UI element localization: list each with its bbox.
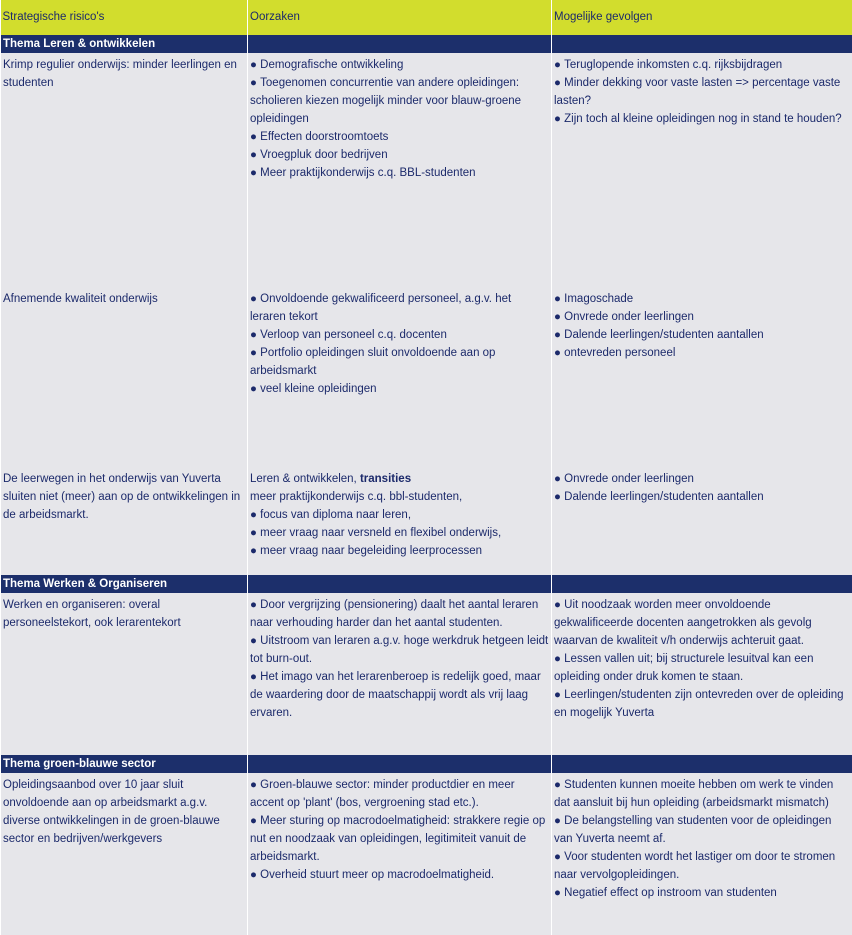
cause-line: meer praktijkonderwijs c.q. bbl-studenten, — [250, 488, 549, 506]
list-item: ● Effecten doorstroomtoets — [250, 128, 549, 146]
risk-cell: Afnemende kwaliteit onderwijs — [1, 287, 248, 467]
list-item: ● veel kleine opleidingen — [250, 380, 549, 398]
list-item: ● Dalende leerlingen/studenten aantallen — [554, 326, 851, 344]
theme-row-leren — [1, 35, 852, 53]
causes-cell — [248, 467, 552, 575]
list-item: ● Dalende leerlingen/studenten aantallen — [554, 488, 851, 506]
list-item: ● Teruglopende inkomsten c.q. rijksbijdragen — [554, 56, 851, 74]
list-item: ● Meer praktijkonderwijs c.q. BBL-studenten — [250, 164, 549, 182]
effects-cell — [552, 467, 852, 575]
list-item: ● Lessen vallen uit; bij structurele lesuitval kan een opleiding onder druk komen te staan. — [554, 650, 851, 686]
table-row — [1, 53, 852, 287]
list-item: ● Uitstroom van leraren a.g.v. hoge werkdruk hetgeen leidt tot burn-out. — [250, 632, 549, 668]
risk-cell: Opleidingsaanbod over 10 jaar sluit onvoldoende aan op arbeidsmarkt a.g.v. diverse ontwikkelingen in de groen-blauwe sector en bedrijven/werkgevers — [1, 773, 248, 935]
effects-cell — [552, 593, 852, 755]
header-effects: Mogelijke gevolgen — [552, 0, 852, 35]
list-item: ● Negatief effect op instroom van studenten — [554, 884, 851, 902]
list-item: ● Voor studenten wordt het lastiger om door te stromen naar vervolgopleidingen. — [554, 848, 851, 884]
causes-cell — [248, 53, 552, 287]
list-item: ● Onvrede onder leerlingen — [554, 470, 851, 488]
list-item: ● Toegenomen concurrentie van andere opleidingen: scholieren kiezen mogelijk minder voor blauw-groene opleidingen — [250, 74, 549, 128]
list-item: ● Verloop van personeel c.q. docenten — [250, 326, 549, 344]
risk-cell: Werken en organiseren: overal personeelstekort, ook lerarentekort — [1, 593, 248, 755]
effects-cell — [552, 773, 852, 935]
table-row — [1, 287, 852, 467]
list-item: ● focus van diploma naar leren, — [250, 506, 549, 524]
list-item: ● Het imago van het lerarenberoep is redelijk goed, maar de waardering door de maatschappij wordt als vrij laag ervaren. — [250, 668, 549, 722]
list-item: ● Demografische ontwikkeling — [250, 56, 549, 74]
effects-cell — [552, 287, 852, 467]
list-item: ● Portfolio opleidingen sluit onvoldoende aan op arbeidsmarkt — [250, 344, 549, 380]
table-row — [1, 467, 852, 575]
causes-cell — [248, 773, 552, 935]
list-item: ● Zijn toch al kleine opleidingen nog in stand te houden? — [554, 110, 851, 128]
theme-title: Thema Werken & Organiseren — [1, 575, 248, 593]
table-row — [1, 773, 852, 935]
list-item: ● De belangstelling van studenten voor de opleidingen van Yuverta neemt af. — [554, 812, 851, 848]
list-item: ● Meer sturing op macrodoelmatigheid: strakkere regie op nut en noodzaak van opleidingen, legitimiteit vanuit de arbeidsmarkt. — [250, 812, 549, 866]
list-item: ● meer vraag naar begeleiding leerprocessen — [250, 542, 549, 560]
list-item: ● Door vergrijzing (pensionering) daalt het aantal leraren naar verhouding harder dan het aantal studenten. — [250, 596, 549, 632]
theme-row-groen — [1, 755, 852, 773]
list-item: ● meer vraag naar versneld en flexibel onderwijs, — [250, 524, 549, 542]
theme-title: Thema Leren & ontwikkelen — [1, 35, 248, 53]
causes-cell — [248, 593, 552, 755]
table-row — [1, 593, 852, 755]
list-item: ● Onvrede onder leerlingen — [554, 308, 851, 326]
theme-row-werken — [1, 575, 852, 593]
list-item: ● ontevreden personeel — [554, 344, 851, 362]
list-item: ● Studenten kunnen moeite hebben om werk te vinden dat aansluit bij hun opleiding (arbeidsmarkt mismatch) — [554, 776, 851, 812]
list-item: ● Uit noodzaak worden meer onvoldoende gekwalificeerde docenten aangetrokken als gevolg waarvan de kwaliteit v/h onderwijs achteruit gaat. — [554, 596, 851, 650]
list-item: ● Imagoschade — [554, 290, 851, 308]
header-risks: Strategische risico's — [1, 0, 248, 35]
risk-cell: De leerwegen in het onderwijs van Yuverta sluiten niet (meer) aan op de ontwikkelingen in de arbeidsmarkt. — [1, 467, 248, 575]
list-item: ● Minder dekking voor vaste lasten => percentage vaste lasten? — [554, 74, 851, 110]
list-item: ● Vroegpluk door bedrijven — [250, 146, 549, 164]
causes-cell — [248, 287, 552, 467]
list-item: ● Leerlingen/studenten zijn ontevreden over de opleiding en mogelijk Yuverta — [554, 686, 851, 722]
list-item: ● Groen-blauwe sector: minder productdier en meer accent op 'plant' (bos, vergroening stad etc.). — [250, 776, 549, 812]
list-item: ● Onvoldoende gekwalificeerd personeel, a.g.v. het leraren tekort — [250, 290, 549, 326]
header-causes: Oorzaken — [248, 0, 552, 35]
table-header-row — [1, 0, 852, 35]
effects-cell — [552, 53, 852, 287]
risk-cell: Krimp regulier onderwijs: minder leerlingen en studenten — [1, 53, 248, 287]
cause-intro: Leren & ontwikkelen, transities — [250, 470, 549, 488]
theme-title: Thema groen-blauwe sector — [1, 755, 248, 773]
list-item: ● Overheid stuurt meer op macrodoelmatigheid. — [250, 866, 549, 884]
